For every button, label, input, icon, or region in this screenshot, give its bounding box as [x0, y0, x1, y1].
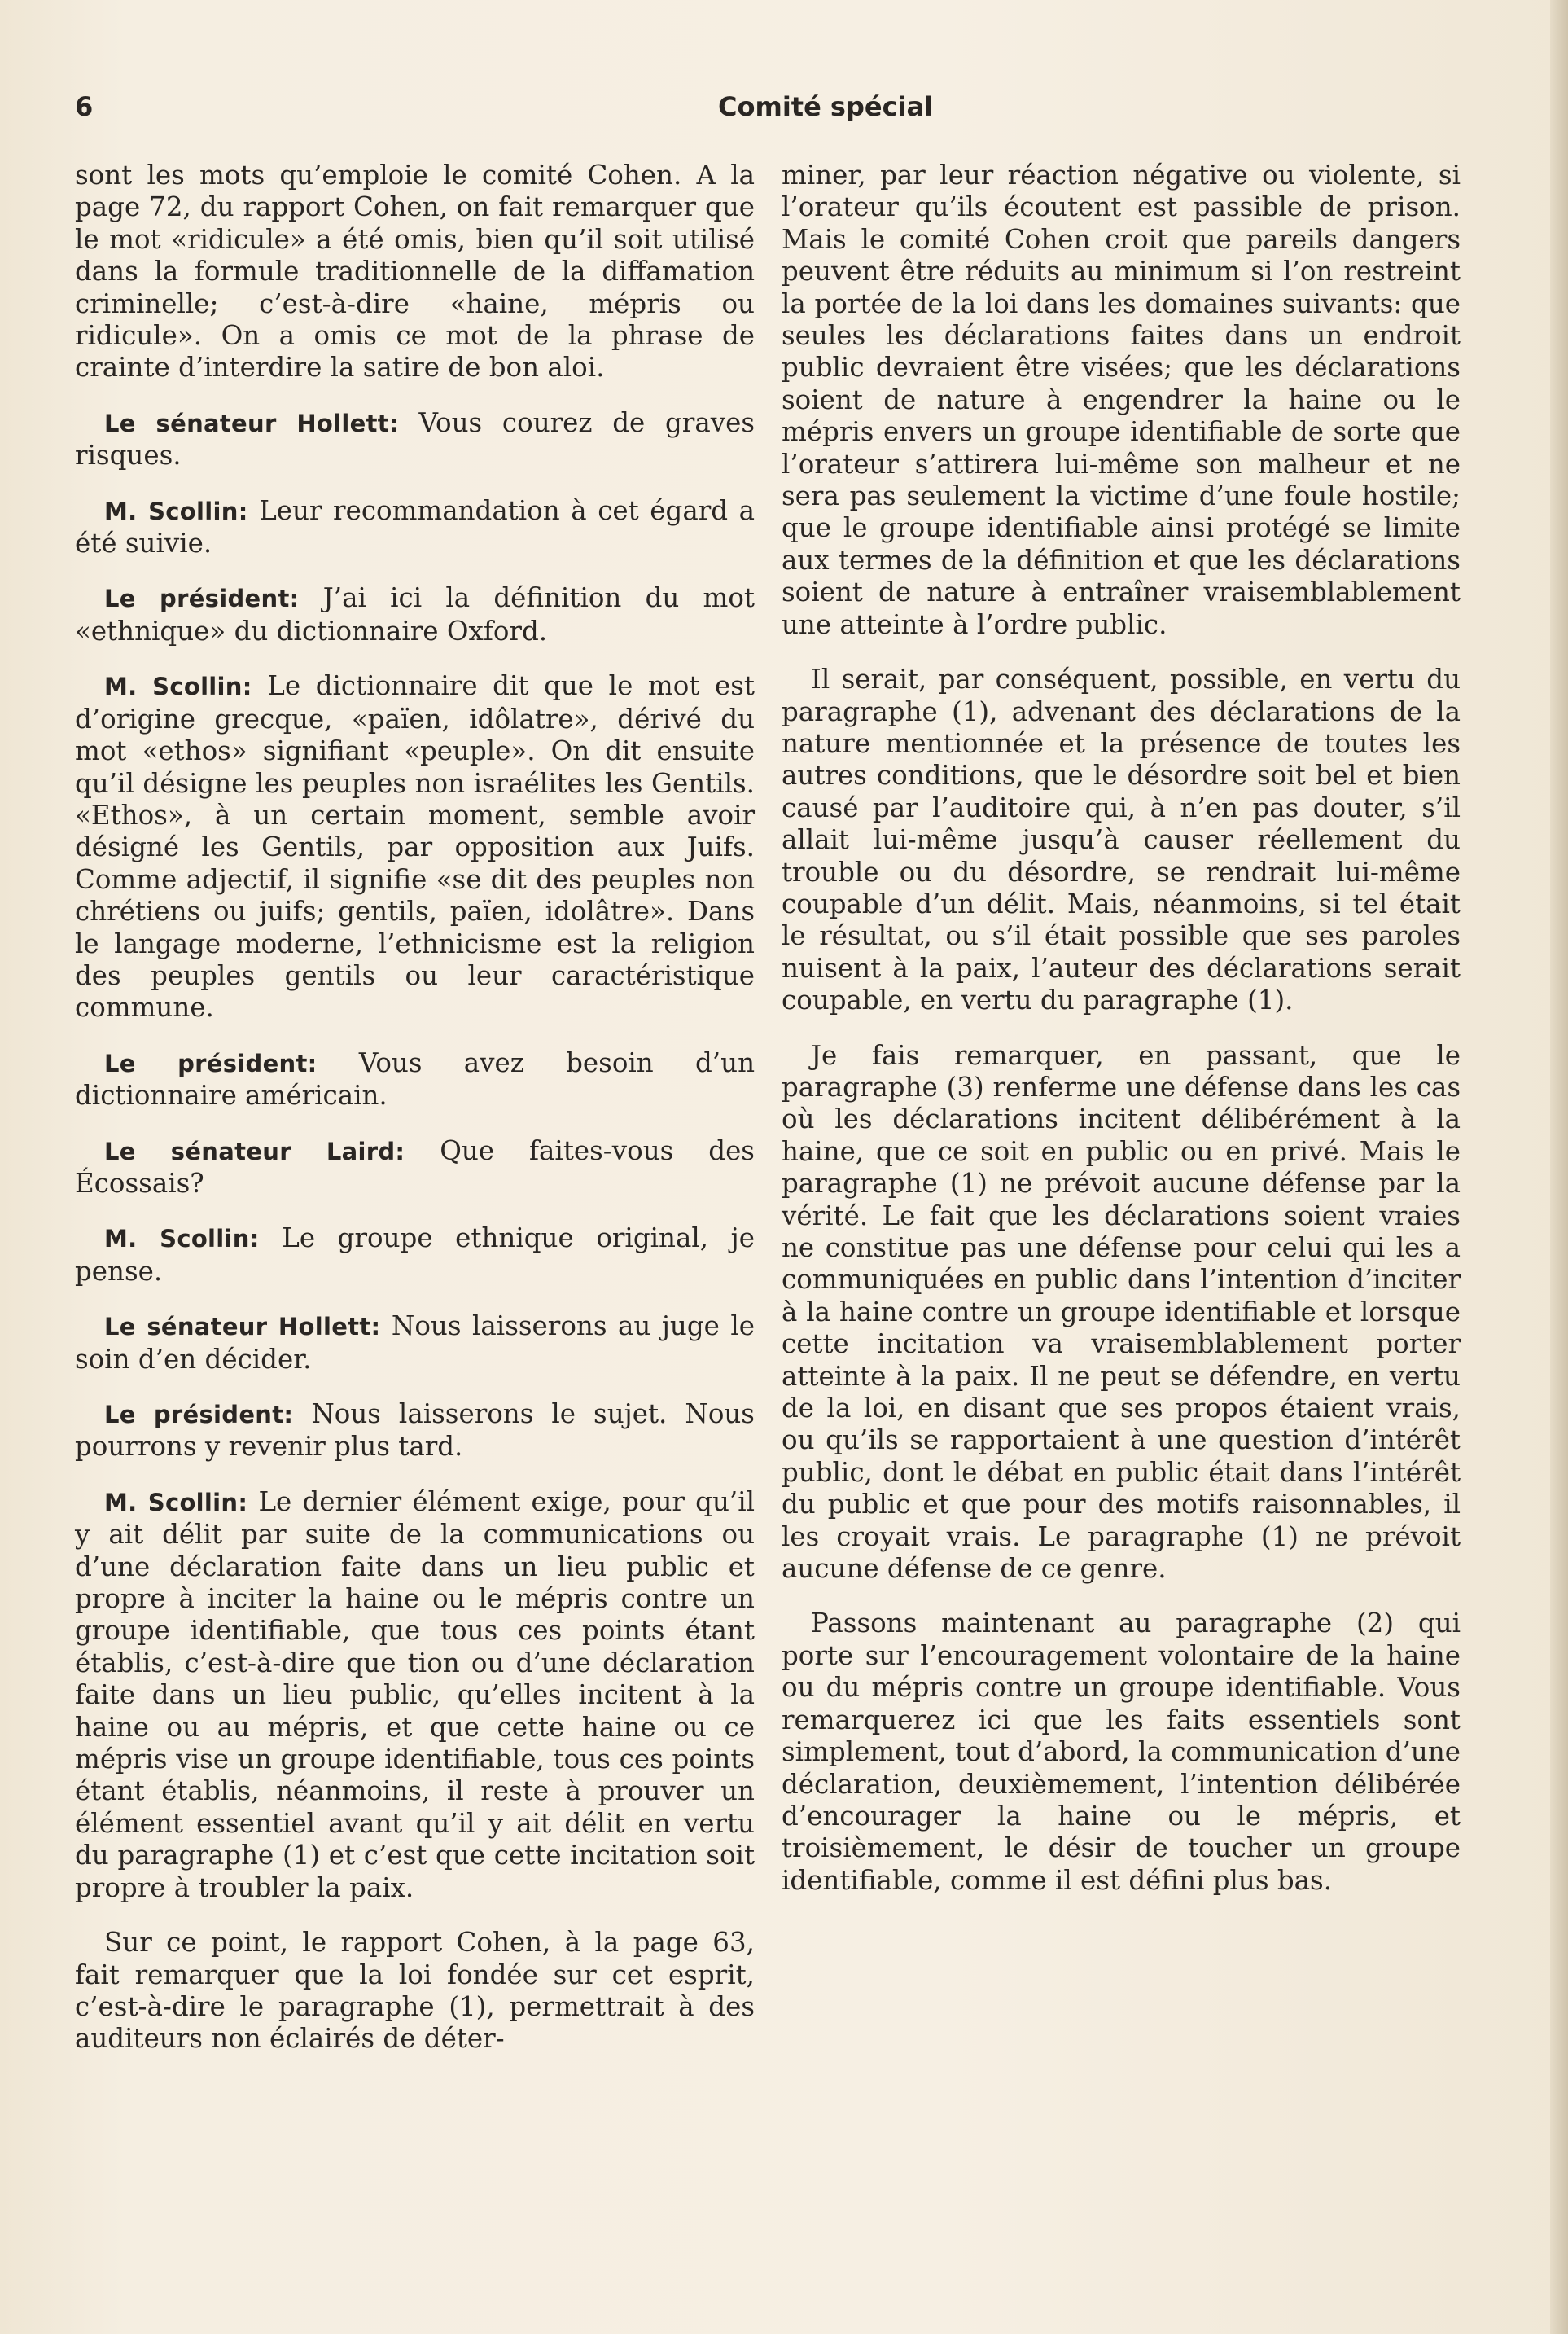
right-column	[782, 160, 1461, 1919]
paragraph-text: Vous avez besoin d’un dictionnaire américain.	[75, 1046, 755, 1112]
paragraph-text: sont les mots qu’emploie le comité Cohen. A la page 72, du rapport Cohen, on fait remarquer que le mot «ridicule» a été omis, bien qu’il soit utilisé dans la formule traditionnelle de la diffamation criminelle; c’est-à-dire «haine, mépris ou ridicule». On a omis ce mot de la phrase de crainte d’interdire la satire de bon aloi.	[75, 160, 755, 384]
paragraph	[75, 1310, 755, 1375]
speaker-name: Le président:	[104, 1401, 294, 1428]
speaker-name: Le président:	[104, 1049, 318, 1077]
page-spine-shadow	[1550, 0, 1568, 2334]
paragraph	[75, 1135, 755, 1200]
paragraph-text: Le dernier élément exige, pour qu’il y ait délit par suite de la communications ou d’une déclaration faite dans un lieu public et propre à inciter la haine ou le mépris contre un groupe identifiable, que tous ces points étant établis, c’est-à-dire que tion ou d’une déclaration faite dans un lieu public, qu’elles incitent à la haine ou au mépris, et que cette haine ou ce mépris vise un groupe identifiable, tous ces points étant établis, néanmoins, il reste à prouver un élément essentiel avant qu’il y ait délit en vertu du paragraphe (1) et c’est que cette incitation soit propre à troubler la paix.	[75, 1485, 755, 1903]
left-column	[75, 160, 755, 2078]
paragraph-text: Leur recommandation à cet égard a été suivie.	[75, 494, 755, 559]
speaker-name: M. Scollin:	[104, 673, 252, 701]
paragraph-text: Vous courez de graves risques.	[75, 406, 755, 472]
paragraph	[75, 1486, 755, 1904]
paragraph	[75, 1222, 755, 1288]
paragraph: Il serait, par conséquent, possible, en vertu du paragraphe (1), advenant des déclarations de la nature mentionnée et la présence de toutes les autres conditions, que le désordre soit bel et bien causé par l’auditoire qui, à n’en pas douter, s’il allait lui-même jusqu’à causer réellement du trouble ou du désordre, se rendrait lui-même coupable d’un délit. Mais, néanmoins, si tel était le résultat, ou s’il était possible que ses paroles nuisent à la paix, l’auteur des déclarations serait coupable, en vertu du paragraphe (1).	[782, 664, 1461, 1016]
running-title: Comité spécial	[718, 91, 934, 122]
paragraph-text: Nous laisserons le sujet. Nous pourrons y revenir plus tard.	[75, 1398, 755, 1463]
paragraph-text: Sur ce point, le rapport Cohen, à la page 63, fait remarquer que la loi fondée sur cet esprit, c’est-à-dire le paragraphe (1), permettrait à des auditeurs non éclairés de déter-	[75, 1927, 755, 2055]
paragraph-text: Le groupe ethnique original, je pense.	[75, 1222, 755, 1287]
speaker-name: M. Scollin:	[104, 1225, 260, 1253]
paragraph-text: Le dictionnaire dit que le mot est d’origine grecque, «païen, idôlatre», dérivé du mot «ethos» signifiant «peuple». On dit ensuite qu’il désigne les peuples non israélites les Gentils. «Ethos», à un certain moment, semble avoir désigné les Gentils, par opposition aux Juifs. Comme adjectif, il signifie «se dit des peuples non chrétiens ou juifs; gentils, païen, idolâtre». Dans le langage moderne, l’ethnicisme est la religion des peuples gentils ou leur caractéristique commune.	[75, 670, 755, 1024]
paragraph	[75, 1927, 755, 2055]
speaker-name: Le sénateur Hollett:	[104, 1313, 381, 1341]
paragraph: Passons maintenant au paragraphe (2) qui porte sur l’encouragement volontaire de la haine ou du mépris contre un groupe identifiable. Vous remarquerez ici que les faits essentiels sont simplement, tout d’abord, la communication d’une déclaration, deuxièmement, l’intention délibérée d’encourager la haine ou le mépris, et troisièmement, le désir de toucher un groupe identifiable, comme il est défini plus bas.	[782, 1608, 1461, 1896]
speaker-name: M. Scollin:	[104, 497, 248, 525]
paragraph	[75, 582, 755, 647]
running-header	[75, 91, 1469, 132]
paragraph-text: Que faites-vous des Écossais?	[75, 1134, 755, 1199]
speaker-name: Le président:	[104, 585, 300, 613]
page-number: 6	[75, 91, 94, 122]
paragraph	[75, 1398, 755, 1463]
speaker-name: Le sénateur Hollett:	[104, 409, 399, 437]
paragraph: miner, par leur réaction négative ou violente, si l’orateur qu’ils écoutent est passible de prison. Mais le comité Cohen croit que pareils dangers peuvent être réduits au minimum si l’on restreint la portée de la loi dans les domaines suivants: que seules les déclarations faites dans un endroit public devraient être visées; que les déclarations soient de nature à engendrer la haine ou le mépris envers un groupe identifiable de sorte que l’orateur s’attirera lui-même son malheur et ne sera pas seulement la victime d’une foule hostile; que le groupe identifiable ainsi protégé se limite aux termes de la définition et que les déclarations soient de nature à entraîner vraisemblablement une atteinte à l’ordre public.	[782, 160, 1461, 640]
paragraph	[75, 160, 755, 384]
paragraph-text: J’ai ici la définition du mot «ethnique» du dictionnaire Oxford.	[75, 582, 755, 647]
paragraph: Je fais remarquer, en passant, que le paragraphe (3) renferme une défense dans les cas où les déclarations incitent délibérément à la haine, que ce soit en public ou en privé. Mais le paragraphe (1) ne prévoit aucune défense par la vérité. Le fait que les déclarations soient vraies ne constitue pas une défense pour celui qui les a communiquées en public dans l’intention d’inciter à la haine contre un groupe identifiable et lorsque cette incitation va vraisemblablement porter atteinte à la paix. Il ne peut se défendre, en vertu de la loi, en disant que ses propos étaient vrais, ou qu’ils se rapportaient à une question d’intérêt public, dont le débat en public était dans l’intérêt du public et que pour des motifs raisonnables, il les croyait vrais. Le paragraphe (1) ne prévoit aucune défense de ce genre.	[782, 1039, 1461, 1585]
speaker-name: Le sénateur Laird:	[104, 1137, 405, 1165]
speaker-name: M. Scollin:	[104, 1488, 248, 1516]
paragraph	[75, 495, 755, 560]
paragraph	[75, 670, 755, 1024]
paragraph	[75, 407, 755, 472]
paragraph	[75, 1047, 755, 1112]
paragraph-text: Nous laisserons au juge le soin d’en décider.	[75, 1310, 755, 1375]
